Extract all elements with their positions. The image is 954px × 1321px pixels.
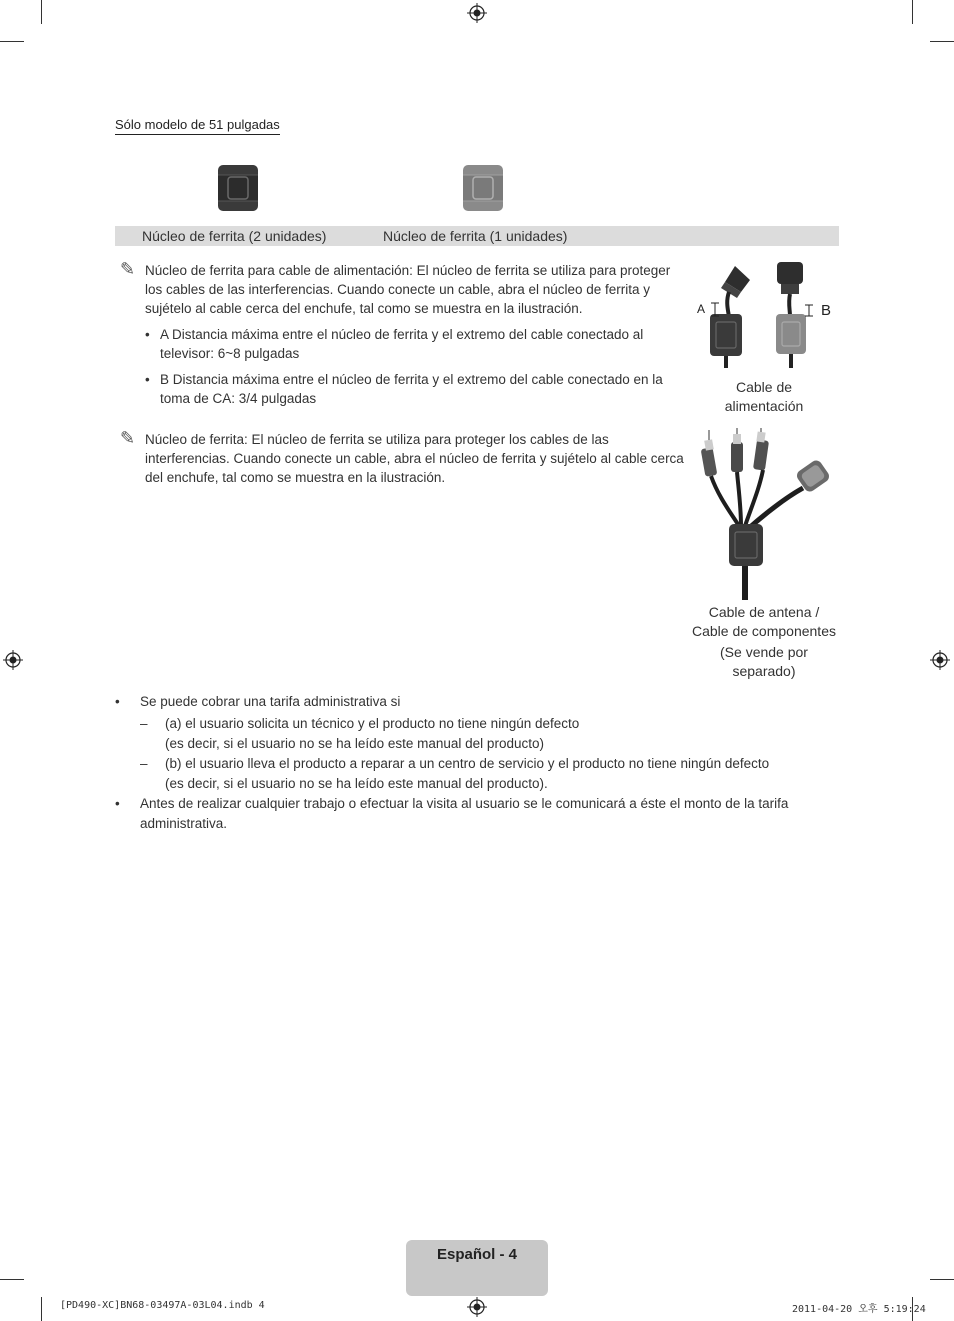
list-item: • B Distancia máxima entre el núcleo de ferrita y el extremo del cable conectado en la toma de CA: 3/4 pulgadas [145,372,663,406]
registration-mark-icon [467,1297,487,1317]
crop-mark [0,1279,24,1280]
bullet-text: Distancia máxima entre el núcleo de ferrita y el extremo del cable conectado al televisor: 6~8 pulgadas [160,327,644,361]
ferrite-core-dark-icon [216,163,260,213]
page-title: Sólo modelo de 51 pulgadas [115,117,280,135]
label-a: A [697,302,706,316]
registration-mark-icon [930,650,950,670]
print-slug-right: 2011-04-20 오후 5:19:24 [792,1304,926,1315]
figure-caption: Cable de alimentación [724,379,804,414]
accessory-label: Núcleo de ferrita (1 unidades) [383,228,568,244]
page-number: Español - 4 [436,1246,518,1263]
page-number-tab [406,1240,548,1296]
crop-mark [930,41,954,42]
ferrite-core-light-icon [461,163,505,213]
bullet-letter: A [160,327,169,342]
power-cable-illustration [695,258,840,368]
note-pencil-icon: ✎ [120,428,136,448]
component-cable-illustration [695,428,840,603]
list-item: – (b) el usuario lleva el producto a reparar a un centro de servicio y el producto no tiene ningún defecto (es decir, si el usuario no se ha leído este manual del producto). [140,756,770,791]
label-b: B [821,302,832,319]
bullet-letter: B [160,372,170,387]
crop-mark [912,0,913,24]
crop-mark [930,1279,954,1280]
registration-mark-icon [467,3,487,23]
registration-mark-icon [3,650,23,670]
bullet-text: Distancia máxima entre el núcleo de ferrita y el extremo del cable conectado en la toma de CA: 3/4 pulgadas [160,372,663,406]
crop-mark [41,0,42,24]
note-pencil-icon: ✎ [120,259,136,279]
note-text: Núcleo de ferrita: El núcleo de ferrita se utiliza para proteger los cables de las interferencias. Cuando conecte un cable, abra el núcleo de ferrita y sujételo al cable cerca del enchufe, tal como se muestra en la ilustración. [145,432,684,485]
note-text: Núcleo de ferrita para cable de alimentación: El núcleo de ferrita se utiliza para proteger los cables de las interferencias. Cuando conecte un cable, abra el núcleo de ferrita y sujételo al cable cerca del enchufe, tal como se muestra en la ilustración. [145,263,671,316]
figure-caption: Cable de antena / Cable de componentes (Se vende por separado) [692,604,836,679]
accessory-label: Núcleo de ferrita (2 unidades) [142,228,327,244]
print-slug-left: [PD490-XC]BN68-03497A-03L04.indb 4 [60,1300,265,1311]
crop-mark [0,41,24,42]
list-item: – (a) el usuario solicita un técnico y el producto no tiene ningún defecto (es decir, si el usuario no se ha leído este manual del producto) [140,716,580,751]
list-item: • Antes de realizar cualquier trabajo o efectuar la visita al usuario se le comunicará a éste el monto de la tarifa administrativa. [115,796,789,831]
list-item: • A Distancia máxima entre el núcleo de ferrita y el extremo del cable conectado al televisor: 6~8 pulgadas [145,327,644,361]
list-item: • Se puede cobrar una tarifa administrativa si [115,694,401,709]
crop-mark [41,1297,42,1321]
accessory-label-bar [115,226,839,246]
